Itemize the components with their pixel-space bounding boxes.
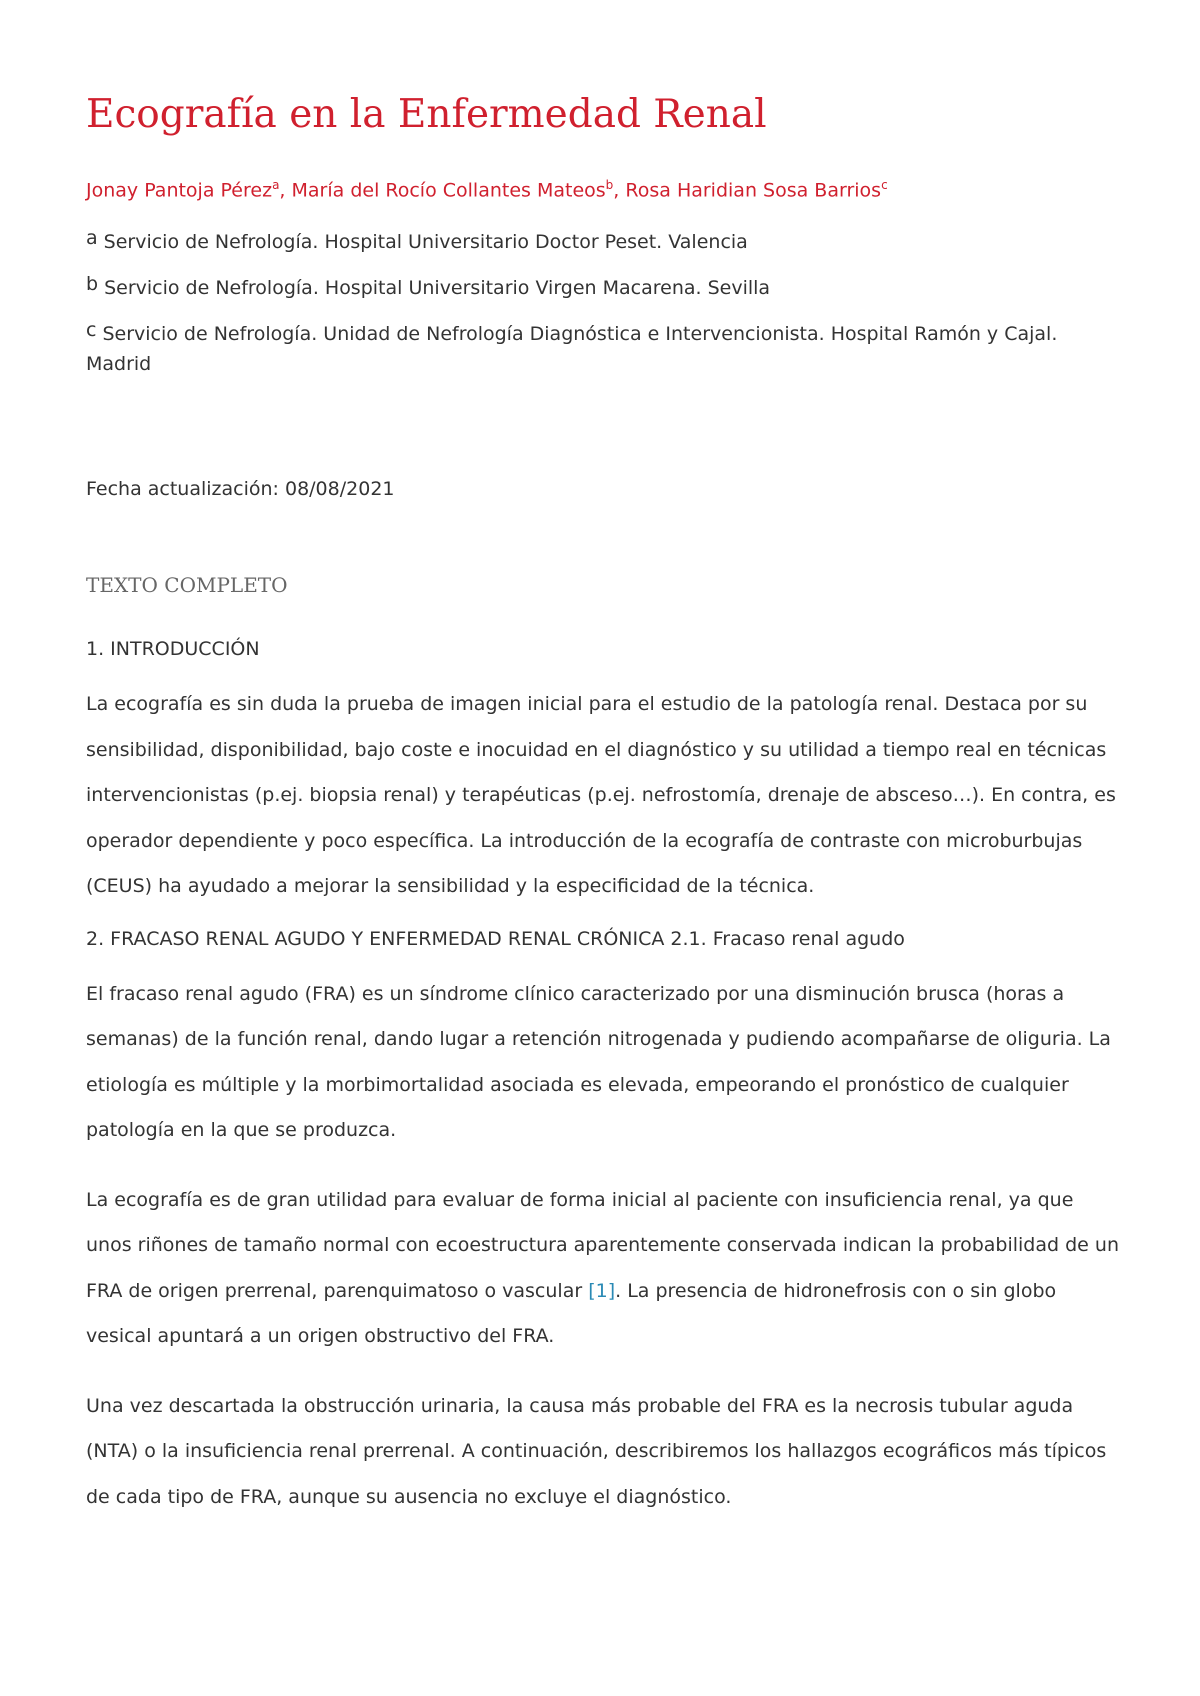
author-name: Rosa Haridian Sosa Barrios — [625, 179, 882, 202]
author-mark: a — [272, 178, 280, 192]
affiliation-text: Servicio de Nefrología. Hospital Universitario Doctor Peset. Valencia — [103, 231, 748, 254]
author-mark: b — [605, 178, 614, 192]
document-title: Ecografía en la Enfermedad Renal — [86, 92, 767, 137]
affiliation — [86, 315, 1120, 379]
affiliation-text: Servicio de Nefrología. Hospital Universitario Virgen Macarena. Sevilla — [104, 277, 771, 300]
author-separator: , — [279, 179, 292, 202]
author-separator: , — [613, 179, 626, 202]
paragraph-text: La ecografía es de gran utilidad para evaluar de forma inicial al paciente con insuficiencia renal, ya que unos riñones de tamaño normal con ecoestructura aparentemente conservada indican la probabilidad de un FRA de origen prerrenal, parenquimatoso o vascular — [86, 1188, 1119, 1302]
author-name: María del Rocío Collantes Mateos — [291, 179, 606, 202]
affiliation-mark: a — [86, 227, 98, 250]
authors-line — [86, 170, 1120, 205]
paragraph-ecografia — [86, 1178, 1120, 1360]
author-name: Jonay Pantoja Pérez — [86, 179, 273, 202]
update-date: Fecha actualización: 08/08/2021 — [86, 478, 395, 501]
heading-introduction: 1. INTRODUCCIÓN — [86, 638, 260, 661]
affiliation-mark: b — [86, 273, 99, 296]
author-mark: c — [881, 178, 888, 192]
paragraph-introduction: La ecografía es sin duda la prueba de imagen inicial para el estudio de la patología renal. Destaca por su sensibilidad, disponibilidad, bajo coste e inocuidad en el diagnóstico y su utilidad a tiempo real en técnicas intervencionistas (p.ej. biopsia renal) y terapéuticas (p.ej. nefrostomía, drenaje de absceso…). En contra, es operador dependiente y poco específica. La introducción de la ecografía de contraste con microburbujas (CEUS) ha ayudado a mejorar la sensibilidad y la especificidad de la técnica. — [86, 693, 1116, 898]
affiliation-text: Servicio de Nefrología. Unidad de Nefrología Diagnóstica e Intervencionista. Hospital Ramón y Cajal. Madrid — [86, 323, 1058, 376]
heading-section-2: 2. FRACASO RENAL AGUDO Y ENFERMEDAD RENAL CRÓNICA 2.1. Fracaso renal agudo — [86, 927, 905, 950]
section-label: TEXTO COMPLETO — [86, 573, 288, 598]
paragraph-nta: Una vez descartada la obstrucción urinaria, la causa más probable del FRA es la necrosis tubular aguda (NTA) o la insuficiencia renal prerrenal. A continuación, describiremos los hallazgos ecográficos más típicos de cada tipo de FRA, aunque su ausencia no excluye el diagnóstico. — [86, 1394, 1107, 1508]
reference-link[interactable]: [1] — [588, 1279, 616, 1302]
paragraph-fra: El fracaso renal agudo (FRA) es un síndrome clínico caracterizado por una disminución brusca (horas a semanas) de la función renal, dando lugar a retención nitrogenada y pudiendo acompañarse de oliguria. La etiología es múltiple y la morbimortalidad asociada es elevada, empeorando el pronóstico de cualquier patología en la que se produzca. — [86, 982, 1111, 1142]
affiliation — [86, 269, 1120, 303]
paragraph-text: . La presencia de hidronefrosis con o sin globo vesical apuntará a un origen obstructivo del FRA. — [86, 1279, 1057, 1348]
affiliation-mark: c — [86, 319, 97, 342]
affiliation — [86, 223, 1120, 257]
